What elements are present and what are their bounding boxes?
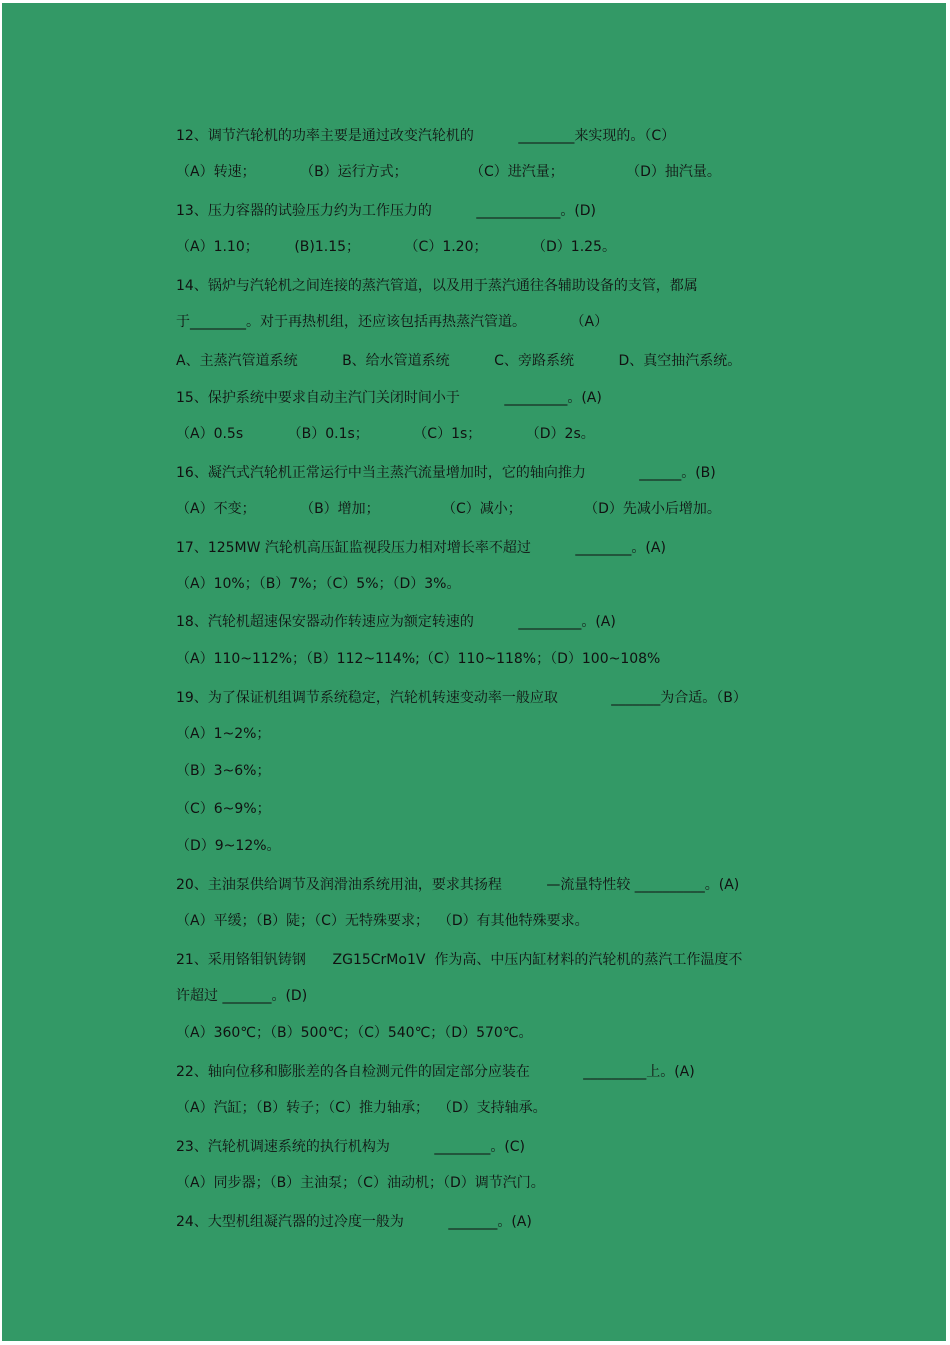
question-21-line-1: 21、采用铬钼钒铸钢 ZG15CrMo1V 作为高、中压内缸材料的汽轮机的蒸汽工作温度不 [176,952,743,968]
question-13: 13、压力容器的试验压力约为工作压力的 ____________。(D) [176,203,597,219]
options-16: （A）不变； （B）增加； （C）减小； （D）先减小后增加。 [176,501,721,517]
option-19-c: （C）6~9%； [176,801,271,817]
question-23: 23、汽轮机调速系统的执行机构为 ________。(C) [176,1139,526,1155]
question-20: 20、主油泵供给调节及润滑油系统用油，要求其扬程 —流量特性较 __________。(A) [176,877,740,893]
option-19-d: （D）9~12%。 [176,838,281,854]
options-14: A、主蒸汽管道系统 B、给水管道系统 C、旁路系统 D、真空抽汽系统。 [176,353,742,369]
options-20: （A）平缓；（B）陡；（C）无特殊要求； （D）有其他特殊要求。 [176,913,589,929]
options-21: （A）360℃；（B）500℃；（C）540℃；（D）570℃。 [176,1025,533,1041]
options-22: （A）汽缸；（B）转子；（C）推力轴承； （D）支持轴承。 [176,1100,547,1116]
options-23: （A）同步器；（B）主油泵；（C）油动机；（D）调节汽门。 [176,1175,545,1191]
options-13: （A）1.10； (B)1.15； （C）1.20； （D）1.25。 [176,239,616,255]
question-16: 16、凝汽式汽轮机正常运行中当主蒸汽流量增加时，它的轴向推力 ______。(B) [176,465,716,481]
options-18: （A）110~112%；（B）112~114%;（C）110~118%；（D）100~108% [176,651,661,667]
option-19-b: （B）3~6%； [176,763,271,779]
options-17: （A）10%；（B）7%；（C）5%；（D）3%。 [176,576,461,592]
options-12: （A）转速； （B）运行方式； （C）进汽量； （D）抽汽量。 [176,164,721,180]
question-18: 18、汽轮机超速保安器动作转速应为额定转速的 _________。(A) [176,614,616,630]
question-14-line-2: 于________。对于再热机组，还应该包括再热蒸汽管道。 （A） [176,314,609,330]
options-15: （A）0.5s （B）0.1s； （C）1s； （D）2s。 [176,426,595,442]
question-14-line-1: 14、锅炉与汽轮机之间连接的蒸汽管道，以及用于蒸汽通往各辅助设备的支管，都属 [176,278,698,294]
question-22: 22、轴向位移和膨胀差的各自检测元件的固定部分应装在 _________上。(A) [176,1064,695,1080]
question-17: 17、125MW 汽轮机高压缸监视段压力相对增长率不超过 ________。(A) [176,540,666,556]
question-21-line-2: 许超过 _______。(D) [176,988,308,1004]
question-19: 19、为了保证机组调节系统稳定，汽轮机转速变动率一般应取 _______为合适。（B） [176,690,747,706]
option-19-a: （A）1~2%； [176,726,271,742]
question-15: 15、保护系统中要求自动主汽门关闭时间小于 _________。(A) [176,390,602,406]
question-24: 24、大型机组凝汽器的过冷度一般为 _______。(A) [176,1214,532,1230]
question-12: 12、调节汽轮机的功率主要是通过改变汽轮机的 ________来实现的。（C） [176,128,676,144]
